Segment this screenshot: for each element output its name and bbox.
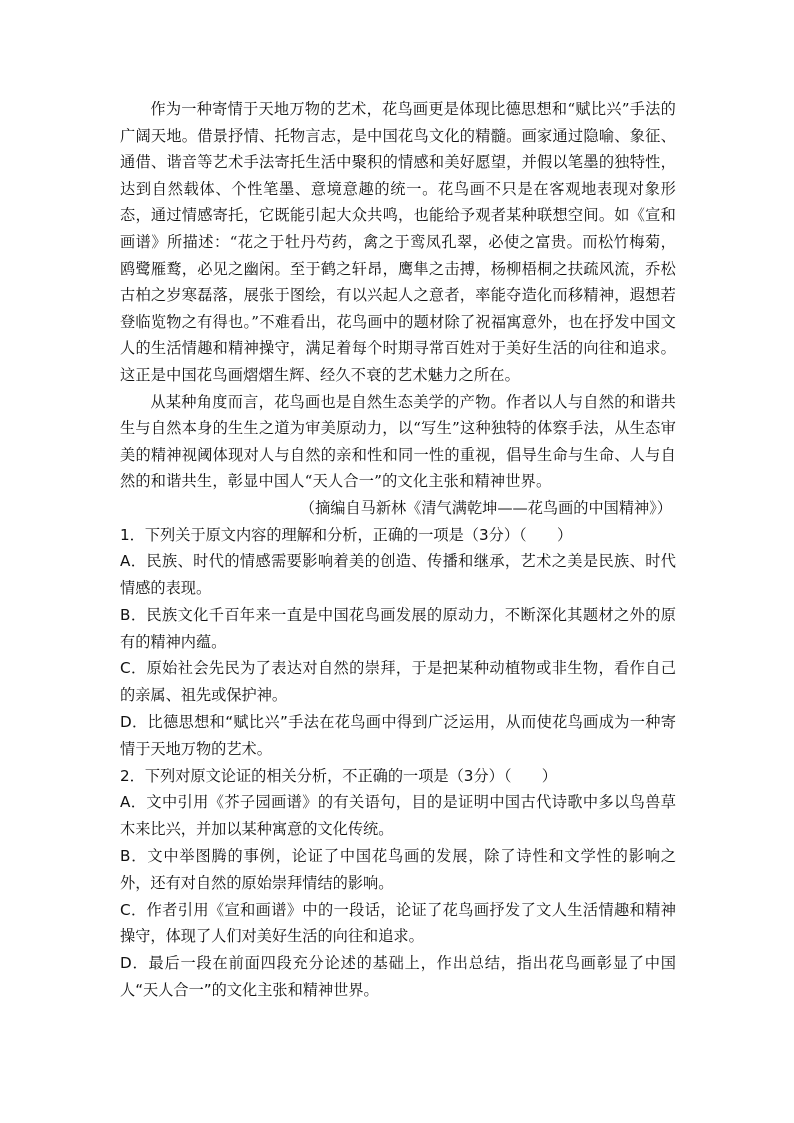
question-1-option-b: B．民族文化千百年来一直是中国花鸟画发展的原动力，不断深化其题材之外的原有的精神内蕴。 [120,605,676,651]
question-2-option-d: D．最后一段在前面四段充分论述的基础上，作出总结，指出花鸟画彰显了中国人“天人合一”的文化主张和精神世界。 [120,954,676,1000]
passage-paragraph-2: 从某种角度而言，花鸟画也是自然生态美学的产物。作者以人与自然的和谐共生与自然本身的生生之道为审美原动力，以“写生”这种独特的体察手法，从生态审美的精神视阈体现对人与自然的亲和性和同一性的重视，倡导生命与生命、人与自然的和谐共生，彰显中国人“天人合一”的文化主张和精神世界。 [120,392,676,491]
passage-paragraph-1: 作为一种寄情于天地万物的艺术，花鸟画更是体现比德思想和“赋比兴”手法的广阔天地。借景抒情、托物言志，是中国花鸟文化的精髓。画家通过隐喻、象征、通借、谐音等艺术手法寄托生活中聚积的情感和美好愿望，并假以笔墨的独特性，达到自然载体、个性笔墨、意境意趣的统一。花鸟画不只是在客观地表现对象形态，通过情感寄托，它既能引起大众共鸣，也能给予观者某种联想空间。如《宣和画谱》所描述：“花之于牡丹芍药，禽之于鸾凤孔翠，必使之富贵。而松竹梅菊，鸥鹭雁鹜，必见之幽闲。至于鹤之轩昂，鹰隼之击搏，杨柳梧桐之扶疏风流，乔松古柏之岁寒磊落，展张于图绘，有以兴起人之意者，率能夺造化而移精神，遐想若登临览物之有得也。”不难看出，花鸟画中的题材除了祝福寓意外，也在抒发中国文人的生活情趣和精神操守，满足着每个时期寻常百姓对于美好生活的向往和追求。这正是中国花鸟画熠熠生辉、经久不衰的艺术魅力之所在。 [120,100,676,384]
passage-source: （摘编自马新林《清气满乾坤——花鸟画的中国精神》） [299,498,672,517]
question-list [120,522,676,1004]
document-page [120,96,676,1004]
question-2-option-a: A．文中引用《芥子园画谱》的有关语句，目的是证明中国古代诗歌中多以鸟兽草木来比兴，并加以某种寓意的文化传统。 [120,793,676,839]
question-1-stem: 1．下列关于原文内容的理解和分析，正确的一项是（3分）（ ） [120,525,573,544]
question-2-option-c: C．作者引用《宣和画谱》中的一段话，论证了花鸟画抒发了文人生活情趣和精神操守，体现了人们对美好生活的向往和追求。 [120,900,676,946]
question-2-stem: 2．下列对原文论证的相关分析，不正确的一项是（3分）（ ） [120,766,557,785]
question-1-option-a: A．民族、时代的情感需要影响着美的创造、传播和继承，艺术之美是民族、时代情感的表现。 [120,552,676,598]
question-2-option-b: B．文中举图腾的事例，论证了中国花鸟画的发展，除了诗性和文学性的影响之外，还有对自然的原始崇拜情结的影响。 [120,847,676,892]
question-1 [120,522,676,763]
reading-passage [120,96,676,495]
question-2 [120,763,676,1004]
question-1-option-c: C．原始社会先民为了表达对自然的崇拜，于是把某种动植物或非生物，看作自己的亲属、祖先或保护神。 [120,659,676,705]
question-1-option-d: D．比德思想和“赋比兴”手法在花鸟画中得到广泛运用，从而使花鸟画成为一种寄情于天地万物的艺术。 [120,713,676,758]
